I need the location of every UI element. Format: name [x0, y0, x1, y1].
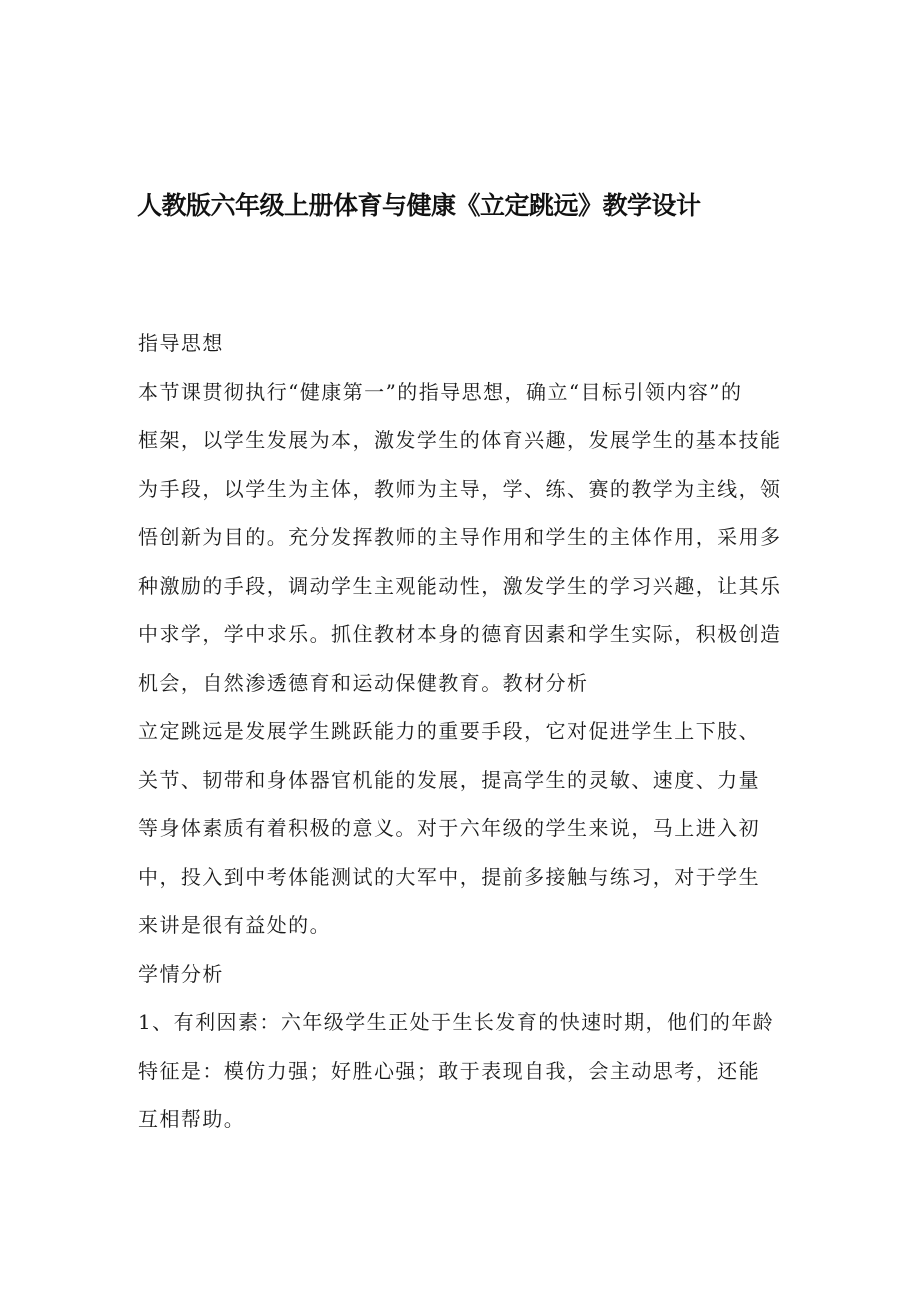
paragraph-line: 立定跳远是发展学生跳跃能力的重要手段，它对促进学生上下肢、 [138, 719, 761, 743]
paragraph-line: 机会，自然渗透德育和运动保健教育。教材分析 [138, 670, 589, 695]
paragraph-line: 互相帮助。 [138, 1107, 246, 1131]
paragraph-line: 为手段，以学生为主体，教师为主导，学、练、赛的教学为主线，领 [138, 476, 782, 501]
document-body [138, 319, 788, 1144]
paragraph-line: 悟创新为目的。充分发挥教师的主导作用和学生的主体作用，采用多 [138, 525, 782, 549]
paragraph-line: 1、有利因素：六年级学生正处于生长发育的快速时期，他们的年龄 [138, 1010, 775, 1034]
paragraph-line: 中求学，学中求乐。抓住教材本身的德育因素和学生实际，积极创造 [138, 622, 782, 646]
paragraph-line: 来讲是很有益处的。 [138, 913, 332, 937]
document-title: 人教版六年级上册体育与健康《立定跳远》教学设计 [137, 191, 701, 220]
paragraph-line: 种激励的手段，调动学生主观能动性，激发学生的学习兴趣，让其乐 [138, 573, 782, 598]
section-heading-guiding-ideology: 指导思想 [138, 331, 224, 355]
section-heading-student-analysis: 学情分析 [138, 961, 224, 986]
paragraph-line: 框架，以学生发展为本，激发学生的体育兴趣，发展学生的基本技能 [138, 428, 782, 452]
paragraph-line: 中，投入到中考体能测试的大军中，提前多接触与练习，对于学生 [138, 864, 761, 889]
paragraph-line: 等身体素质有着积极的意义。对于六年级的学生来说，马上进入初 [138, 816, 761, 840]
paragraph-line: 本节课贯彻执行“健康第一”的指导思想，确立“目标引领内容”的 [138, 379, 743, 404]
paragraph-line: 关节、韧带和身体器官机能的发展，提高学生的灵敏、速度、力量 [138, 767, 761, 792]
paragraph-line: 特征是：模仿力强；好胜心强；敢于表现自我，会主动思考，还能 [138, 1058, 761, 1083]
